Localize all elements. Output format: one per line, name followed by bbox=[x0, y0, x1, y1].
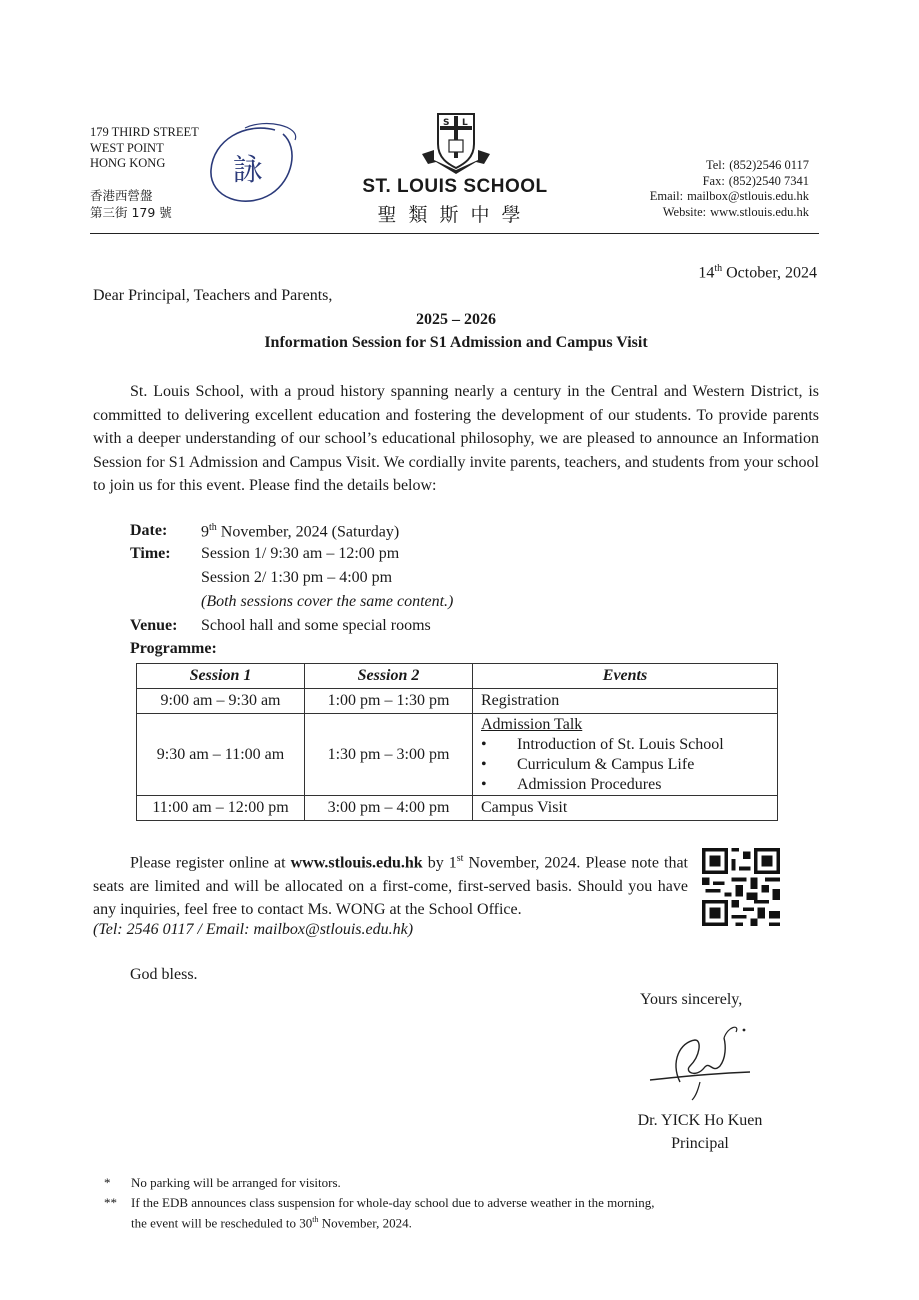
header-events: Events bbox=[473, 664, 778, 689]
row-event: Campus Visit bbox=[473, 796, 778, 821]
session1-time: Session 1/ 9:30 am – 12:00 pm bbox=[201, 545, 400, 562]
title-year: 2025 – 2026 bbox=[416, 311, 496, 328]
school-name-english: ST. LOUIS SCHOOL bbox=[362, 176, 548, 197]
principal-signature bbox=[640, 1022, 760, 1102]
row-session1: 9:30 am – 11:00 am bbox=[137, 714, 305, 796]
header-session-1: Session 1 bbox=[137, 664, 305, 689]
fax-value: (852)2540 7341 bbox=[728, 173, 809, 188]
website-link[interactable]: www.stlouis.edu.hk bbox=[290, 854, 423, 872]
list-item: • Admission Procedures bbox=[481, 775, 662, 793]
school-crest-logo bbox=[420, 110, 492, 176]
session2-time: Session 2/ 1:30 pm – 4:00 pm bbox=[201, 569, 393, 586]
venue-label: Venue: bbox=[130, 617, 178, 634]
letterhead-divider bbox=[90, 233, 819, 234]
row-event bbox=[473, 714, 778, 796]
row-session2: 3:00 pm – 4:00 pm bbox=[305, 796, 473, 821]
blessing: God bless. bbox=[130, 966, 198, 983]
admission-talk-heading: Admission Talk bbox=[481, 715, 583, 733]
list-item: • Curriculum & Campus Life bbox=[481, 755, 695, 773]
school-name-chinese: 聖類斯中學 bbox=[377, 204, 533, 226]
svg-text:L: L bbox=[462, 118, 468, 128]
qr-code-icon[interactable] bbox=[702, 848, 780, 926]
svg-text:S: S bbox=[443, 118, 450, 128]
address-chinese bbox=[90, 187, 172, 221]
programme-label: Programme: bbox=[130, 640, 217, 657]
registration-paragraph: Please register online at www.stlouis.edu.hk by 1st November, 2024. Please note that seats are limited and will be allocated on a first-come, first-served basis. Should you have any inquiries, feel free to contact Ms. WONG at the School Office. bbox=[93, 853, 689, 919]
list-item: • Introduction of St. Louis School bbox=[481, 735, 724, 753]
signature-stamp bbox=[205, 120, 300, 208]
fax-label: Fax: bbox=[702, 173, 725, 188]
footnote: * No parking will be arranged for visitors. bbox=[104, 1175, 341, 1190]
page-title: Information Session for S1 Admission and Campus Visit bbox=[264, 334, 648, 351]
footnote: ** If the EDB announces class suspension for whole-day school due to adverse weather in the morning, bbox=[104, 1195, 655, 1210]
table-row bbox=[137, 796, 778, 821]
event-date: 9th November, 2024 (Saturday) bbox=[201, 522, 400, 541]
row-session2: 1:00 pm – 1:30 pm bbox=[305, 689, 473, 714]
address-english bbox=[90, 125, 199, 172]
row-session2: 1:30 pm – 3:00 pm bbox=[305, 714, 473, 796]
row-event: Registration bbox=[473, 689, 778, 714]
table-header-row bbox=[137, 664, 778, 689]
website-label: Website: bbox=[662, 204, 707, 219]
address-line: 第三街 179 號 bbox=[90, 205, 172, 220]
time-note: (Both sessions cover the same content.) bbox=[201, 593, 454, 610]
inquiry-contact-line: (Tel: 2546 0117 / Email: mailbox@stlouis.edu.hk) bbox=[93, 921, 414, 938]
table-row bbox=[137, 689, 778, 714]
closing: Yours sincerely, bbox=[640, 991, 743, 1008]
salutation: Dear Principal, Teachers and Parents, bbox=[93, 287, 333, 304]
tel-label: Tel: bbox=[705, 158, 726, 172]
email-label: Email: bbox=[649, 189, 684, 203]
header-session-2: Session 2 bbox=[305, 664, 473, 689]
website-value: www.stlouis.edu.hk bbox=[710, 204, 809, 219]
letter-date: 14th October, 2024 bbox=[698, 263, 817, 282]
row-session1: 9:00 am – 9:30 am bbox=[137, 689, 305, 714]
intro-paragraph: St. Louis School, with a proud history spanning nearly a century in the Central and Western District, is committed to delivering excellent education and fostering the development of our students. To provide parents with a deeper understanding of our school’s educational philosophy, we are pleased to announce an Information Session for S1 Admission and Campus Visit. We cordially invite parents, teachers, and students from your school to join us for this event. Please find the details below: bbox=[93, 383, 819, 494]
row-session1: 11:00 am – 12:00 pm bbox=[137, 796, 305, 821]
address-line: WEST POINT bbox=[90, 140, 164, 155]
address-line: HONG KONG bbox=[90, 156, 166, 170]
venue-value: School hall and some special rooms bbox=[201, 617, 431, 634]
tel-value: (852)2546 0117 bbox=[729, 158, 809, 172]
address-line: 179 THIRD STREET bbox=[90, 125, 199, 139]
signer-block bbox=[630, 1109, 770, 1155]
table-row bbox=[137, 714, 778, 796]
programme-table bbox=[136, 663, 778, 821]
date-label: Date: bbox=[130, 522, 168, 539]
signer-name: Dr. YICK Ho Kuen bbox=[637, 1112, 763, 1129]
time-label: Time: bbox=[130, 545, 171, 562]
email-value: mailbox@stlouis.edu.hk bbox=[687, 189, 809, 203]
address-line: 香港西營盤 bbox=[90, 188, 153, 203]
stamp-glyph: 詠 bbox=[233, 153, 263, 188]
contact-block bbox=[650, 158, 809, 220]
signer-title: Principal bbox=[671, 1135, 729, 1152]
footnote-continuation: the event will be rescheduled to 30th November, 2024. bbox=[131, 1215, 412, 1231]
footnotes bbox=[104, 1174, 654, 1231]
